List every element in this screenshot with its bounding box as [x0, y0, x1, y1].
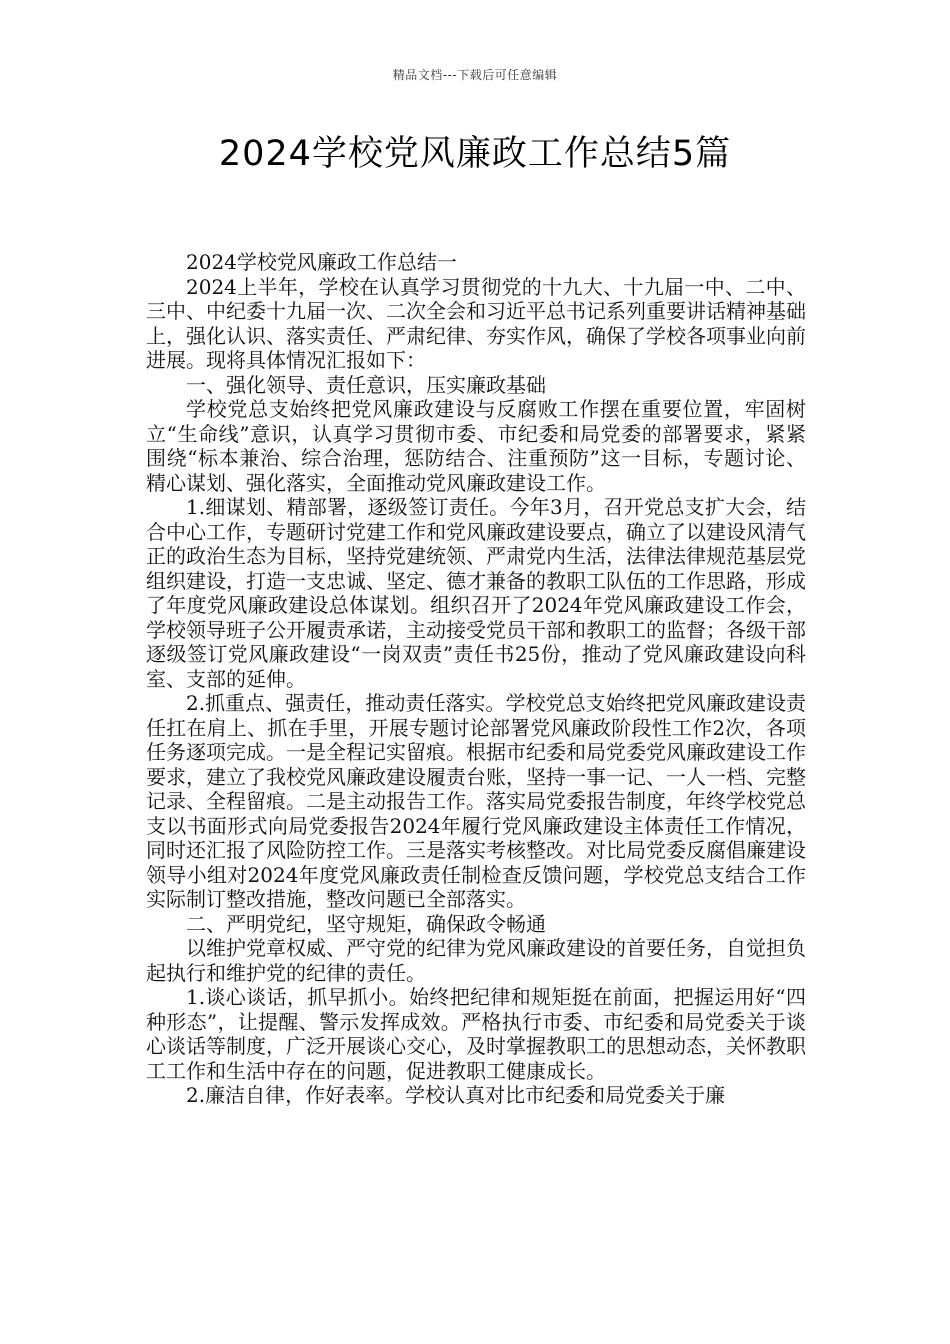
document-body — [146, 250, 806, 1108]
document-title: 2024学校党风廉政工作总结5篇 — [218, 134, 732, 174]
body-paragraph: 学校党总支始终把党风廉政建设与反腐败工作摆在重要位置，牢固树立“生命线”意识，认真学习贯彻市委、市纪委和局党委的部署要求，紧紧围绕“标本兼治、综合治理，惩防结合、注重预防”这一目标，专题讨论、精心谋划、强化落实，全面推动党风廉政建设工作。 — [146, 397, 806, 495]
section-heading: 二、严明党纪，坚守规矩，确保政令畅通 — [186, 911, 546, 936]
body-paragraph: 1.谈心谈话，抓早抓小。始终把纪律和规矩挺在前面，把握运用好“四种形态”，让提醒、警示发挥成效。严格执行市委、市纪委和局党委关于谈心谈话等制度，广泛开展谈心交心，及时掌握教职工的思想动态，关怀教职工工作和生活中存在的问题，促进教职工健康成长。 — [146, 985, 806, 1083]
body-paragraph: 2024上半年，学校在认真学习贯彻党的十九大、十九届一中、二中、三中、中纪委十九届一次、二次全会和习近平总书记系列重要讲话精神基础上，强化认识、落实责任、严肃纪律、夯实作风，确保了学校各项事业向前进展。现将具体情况汇报如下： — [146, 274, 806, 372]
body-paragraph: 2.廉洁自律，作好表率。学校认真对比市纪委和局党委关于廉 — [186, 1083, 726, 1107]
body-paragraph: 2.抓重点、强责任，推动责任落实。学校党总支始终把党风廉政建设责任扛在肩上、抓在手里，开展专题讨论部署党风廉政阶段性工作2次，各项任务逐项完成。一是全程记实留痕。根据市纪委和局党委党风廉政建设工作要求，建立了我校党风廉政建设履责台账，坚持一事一记、一人一档、完整记录、全程留痕。二是主动报告工作。落实局党委报告制度，年终学校党总支以书面形式向局党委报告2024年履行党风廉政建设主体责任工作情况，同时还汇报了风险防控工作。三是落实考核整改。对比局党委反腐倡廉建设领导小组对2024年度党风廉政责任制检查反馈问题，学校党总支结合工作实际制订整改措施，整改问题已全部落实。 — [146, 691, 806, 911]
section-heading: 一、强化领导、责任意识，压实廉政基础 — [186, 372, 546, 397]
body-paragraph: 以维护党章权威、严守党的纪律为党风廉政建设的首要任务，自觉担负起执行和维护党的纪律的责任。 — [146, 936, 806, 985]
body-paragraph: 1.细谋划、精部署，逐级签订责任。今年3月，召开党总支扩大会，结合中心工作，专题研讨党建工作和党风廉政建设要点，确立了以建设风清气正的政治生态为目标，坚持党建统领、严肃党内生活，法律法律规范基层党组织建设，打造一支忠诚、坚定、德才兼备的教职工队伍的工作思路，形成了年度党风廉政建设总体谋划。组织召开了2024年党风廉政建设工作会，学校领导班子公开履责承诺，主动接受党员干部和教职工的监督；各级干部逐级签订党风廉政建设“一岗双责”责任书25份，推动了党风廉政建设向科室、支部的延伸。 — [146, 495, 806, 691]
header-note: 精品文档---下载后可任意编辑 — [392, 68, 558, 82]
section-title-1: 2024学校党风廉政工作总结一 — [186, 250, 457, 274]
